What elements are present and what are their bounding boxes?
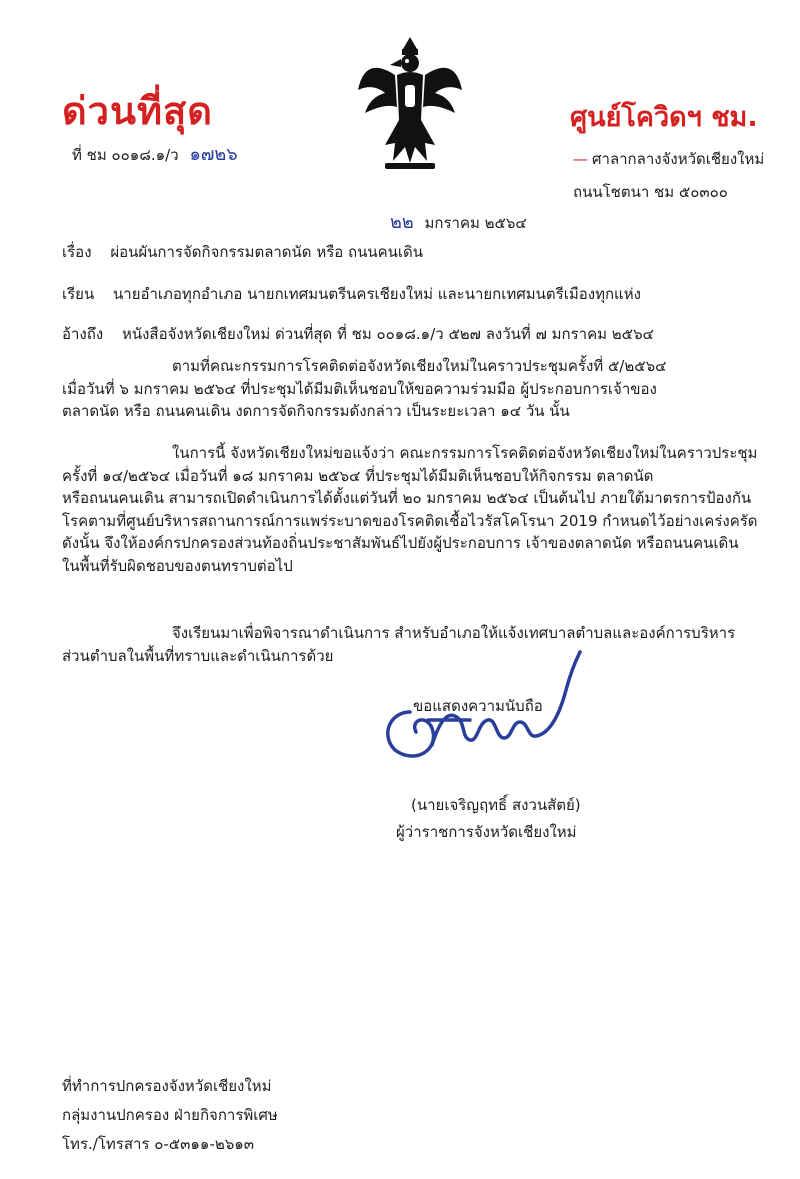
- paragraph-line: โรคตามที่ศูนย์บริหารสถานการณ์การแพร่ระบาดของโรคติดเชื้อไวรัสโคโรนา 2019 กำหนดไว้อย่างเคร่งครัด: [62, 511, 758, 530]
- document-number-printed: ที่ ชม ๐๐๑๘.๑/ว: [72, 146, 179, 164]
- paragraph-line: หรือถนนคนเดิน สามารถเปิดดำเนินการได้ตั้งแต่วันที่ ๒๐ มกราคม ๒๕๖๔ เป็นต้นไป ภายใต้มาตรการป้องกัน: [62, 489, 752, 507]
- subject-line: [62, 240, 423, 264]
- recipient-text: นายอำเภอทุกอำเภอ นายกเทศมนตรีนครเชียงใหม่ และนายกเทศมนตรีเมืองทุกแห่ง: [113, 285, 641, 303]
- footer-office: ที่ทำการปกครองจังหวัดเชียงใหม่: [62, 1077, 272, 1095]
- body-paragraph-2: [62, 442, 762, 577]
- subject-text: ผ่อนผันการจัดกิจกรรมตลาดนัด หรือ ถนนคนเดิน: [110, 243, 424, 261]
- urgency-heading: ด่วนที่สุด: [62, 89, 213, 133]
- signer-name: (นายเจริญฤทธิ์ สงวนสัตย์): [411, 796, 581, 814]
- garuda-emblem: [355, 35, 465, 175]
- reference-line: [62, 322, 654, 346]
- date-month-year: มกราคม ๒๕๖๔: [424, 214, 527, 232]
- recipient-line: [62, 282, 641, 306]
- recipient-label: เรียน: [62, 285, 95, 303]
- covid-center-stamp: ศูนย์โควิดฯ ชม.: [570, 102, 758, 133]
- reference-label: อ้างถึง: [62, 325, 104, 343]
- document-date: [390, 207, 527, 236]
- footer-phone: โทร./โทรสาร ๐-๕๓๑๑-๒๖๑๓: [62, 1135, 255, 1153]
- subject-label: เรื่อง: [62, 243, 92, 261]
- paragraph-line: ในพื้นที่รับผิดชอบของตนทราบต่อไป: [62, 556, 293, 575]
- body-paragraph-1: [62, 355, 762, 423]
- paragraph-line: ครั้งที่ ๑๔/๒๕๖๔ เมื่อวันที่ ๑๘ มกราคม ๒๕๖๔ ที่ประชุมได้มีมติเห็นชอบให้กิจกรรม ตลาดนัด: [62, 466, 654, 485]
- signer-title: ผู้ว่าราชการจังหวัดเชียงใหม่: [396, 823, 577, 841]
- paragraph-line: ในการนี้ จังหวัดเชียงใหม่ขอแจ้งว่า คณะกรรมการโรคติดต่อจังหวัดเชียงใหม่ในคราวประชุม: [172, 444, 758, 462]
- footer-division: กลุ่มงานปกครอง ฝ่ายกิจการพิเศษ: [62, 1106, 278, 1124]
- paragraph-line: ส่วนตำบลในพื้นที่ทราบและดำเนินการด้วย: [62, 646, 334, 665]
- paragraph-line: เมื่อวันที่ ๖ มกราคม ๒๕๖๔ ที่ประชุมได้มีมติเห็นชอบให้ขอความร่วมมือ ผู้ประกอบการเจ้าของ: [62, 379, 657, 398]
- paragraph-line: ดังนั้น จึงให้องค์กรปกครองส่วนท้องถิ่นประชาสัมพันธ์ไปยังผู้ประกอบการ เจ้าของตลาดนัด หรือถนนคนเดิน: [62, 534, 739, 552]
- paragraph-line: ตลาดนัด หรือ ถนนคนเดิน งดการจัดกิจกรรมดังกล่าว เป็นระยะเวลา ๑๔ วัน นั้น: [62, 402, 570, 420]
- footer-contact: [62, 1072, 278, 1159]
- sender-address: [573, 143, 764, 209]
- paragraph-line: จึงเรียนมาเพื่อพิจารณาดำเนินการ สำหรับอำเภอให้แจ้งเทศบาลตำบลและองค์การบริหาร: [172, 624, 736, 642]
- closing-salutation: ขอแสดงความนับถือ: [413, 697, 543, 715]
- date-day-handwritten: ๒๒: [390, 212, 414, 233]
- document-number-handwritten: ๑๗๒๖: [189, 144, 238, 165]
- address-line-1: — ศาลากลางจังหวัดเชียงใหม่: [573, 150, 765, 168]
- paragraph-line: ตามที่คณะกรรมการโรคติดต่อจังหวัดเชียงใหม่ในคราวประชุมครั้งที่ ๕/๒๕๖๔: [172, 357, 667, 375]
- address-line-2: ถนนโชตนา ชม ๕๐๓๐๐: [573, 183, 728, 201]
- reference-text: หนังสือจังหวัดเชียงใหม่ ด่วนที่สุด ที่ ชม ๐๐๑๘.๑/ว ๕๒๗ ลงวันที่ ๗ มกราคม ๒๕๖๔: [121, 325, 654, 343]
- document-number: [72, 139, 238, 168]
